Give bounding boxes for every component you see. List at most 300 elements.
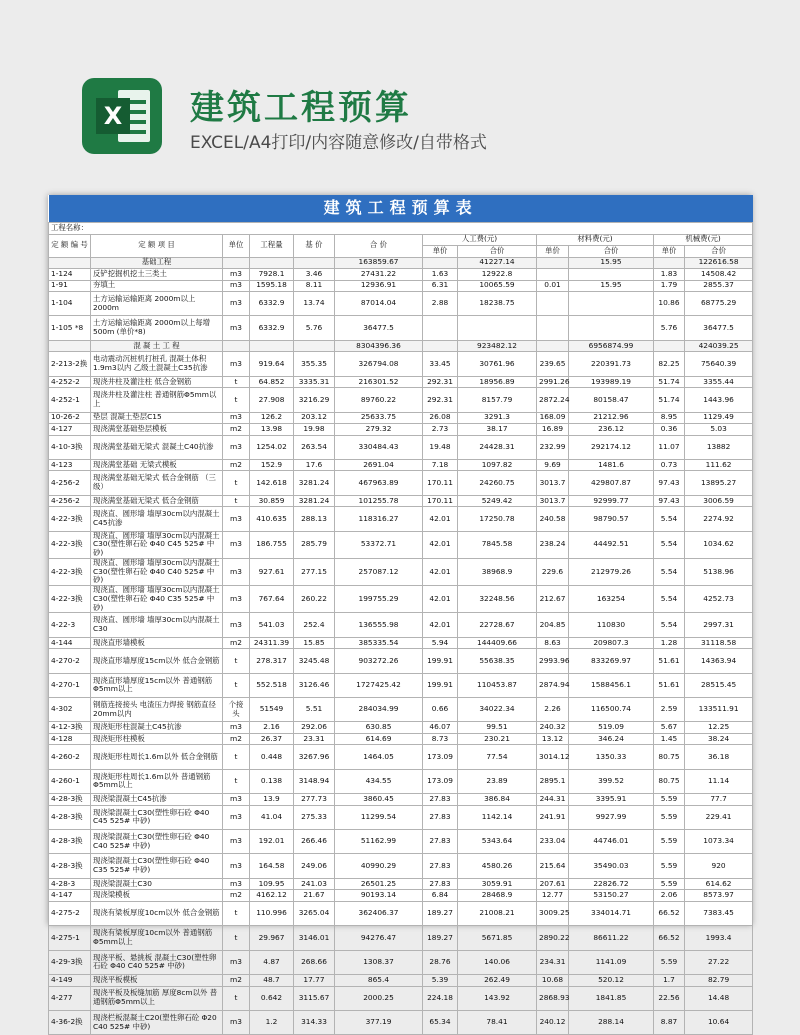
cell-labor-unit: 173.09 — [423, 769, 458, 793]
cell-total: 1308.37 — [335, 950, 423, 974]
cell-machine-unit: 1.7 — [654, 975, 685, 987]
cell-material-sum: 429807.87 — [569, 471, 654, 495]
cell-machine-sum: 1993.4 — [685, 926, 753, 950]
cell-item: 现浇矩形柱模板 — [91, 733, 223, 745]
cell-total: 903272.26 — [335, 649, 423, 673]
col-material-header: 材料费(元) — [537, 234, 654, 246]
section-material-sum: 15.95 — [569, 257, 654, 269]
cell-base-price: 3146.01 — [294, 926, 335, 950]
cell-qty: 26.37 — [250, 733, 294, 745]
cell-item: 现浇直、圆形墙 墙厚30cm以内混凝土C30(塑性卵石砼 Φ40 C40 525# 中砂) — [91, 558, 223, 585]
cell-code: 4-12-3换 — [49, 722, 91, 734]
cell-machine-unit: 51.61 — [654, 649, 685, 673]
table-row — [49, 531, 753, 558]
cell-labor-unit: 5.39 — [423, 975, 458, 987]
cell-material-sum: 44492.51 — [569, 531, 654, 558]
cell-item: 现浇直、圆形墙 墙厚30cm以内混凝土C30(塑性卵石砼 Φ40 C45 525# 中砂) — [91, 531, 223, 558]
cell-labor-sum: 3059.91 — [458, 878, 537, 890]
cell-item: 现浇满堂基础无梁式 低合金钢筋 （三级） — [91, 471, 223, 495]
cell-labor-unit: 2.73 — [423, 424, 458, 436]
cell-unit: m2 — [223, 637, 250, 649]
cell-code: 4-275-1 — [49, 926, 91, 950]
cell-machine-sum: 11.14 — [685, 769, 753, 793]
cell-base-price: 8.11 — [294, 280, 335, 292]
cell-labor-unit: 199.91 — [423, 673, 458, 697]
cell-code: 4-275-2 — [49, 901, 91, 925]
cell-code: 4-270-1 — [49, 673, 91, 697]
cell-labor-unit: 19.48 — [423, 435, 458, 459]
cell-labor-sum: 5249.42 — [458, 495, 537, 507]
cell-item: 反铲挖掘机挖土三类土 — [91, 269, 223, 281]
cell-machine-sum: 1073.34 — [685, 830, 753, 854]
table-row — [49, 388, 753, 412]
cell-machine-sum: 75640.39 — [685, 352, 753, 376]
cell-qty: 4.87 — [250, 950, 294, 974]
cell-total: 101255.78 — [335, 495, 423, 507]
cell-code: 1-91 — [49, 280, 91, 292]
cell-labor-sum: 8157.79 — [458, 388, 537, 412]
cell-labor-unit: 46.07 — [423, 722, 458, 734]
table-row — [49, 745, 753, 769]
cell-labor-unit: 5.94 — [423, 637, 458, 649]
cell-qty: 6332.9 — [250, 316, 294, 340]
cell-qty: 541.03 — [250, 613, 294, 637]
cell-base-price: 314.33 — [294, 1010, 335, 1034]
cell-total: 36477.5 — [335, 316, 423, 340]
cell-item: 电动震动沉桩机打桩孔 混凝土体积1.9m3以内 乙级土混凝土C35抗渗 — [91, 352, 223, 376]
cell-qty: 51549 — [250, 698, 294, 722]
cell-code: 4-252-1 — [49, 388, 91, 412]
cell-unit: m3 — [223, 280, 250, 292]
budget-table — [48, 195, 753, 1035]
cell-base-price: 3126.46 — [294, 673, 335, 697]
cell-unit: t — [223, 388, 250, 412]
cell-item: 现浇梁混凝土C30(塑性卵石砼 Φ40 C45 525# 中砂) — [91, 805, 223, 829]
cell-unit: m3 — [223, 805, 250, 829]
table-row — [49, 794, 753, 806]
cell-material-sum: 833269.97 — [569, 649, 654, 673]
cell-base-price: 3281.24 — [294, 495, 335, 507]
cell-unit: t — [223, 649, 250, 673]
cell-labor-sum: 386.84 — [458, 794, 537, 806]
cell-code: 4-22-3换 — [49, 558, 91, 585]
table-row — [49, 1010, 753, 1034]
cell-total: 90193.14 — [335, 890, 423, 902]
cell-machine-sum: 82.79 — [685, 975, 753, 987]
cell-total: 25633.75 — [335, 412, 423, 424]
cell-labor-unit: 26.08 — [423, 412, 458, 424]
cell-material-sum: 3395.91 — [569, 794, 654, 806]
cell-material-sum: 44746.01 — [569, 830, 654, 854]
cell-labor-unit: 27.83 — [423, 830, 458, 854]
table-row — [49, 316, 753, 340]
cell-material-unit: 2890.22 — [537, 926, 569, 950]
cell-total: 136555.98 — [335, 613, 423, 637]
cell-labor-unit: 292.31 — [423, 376, 458, 388]
cell-qty: 13.98 — [250, 424, 294, 436]
cell-code: 1-105 *8 — [49, 316, 91, 340]
cell-qty: 109.95 — [250, 878, 294, 890]
cell-material-sum: 86611.22 — [569, 926, 654, 950]
cell-material-sum: 1141.09 — [569, 950, 654, 974]
cell-total: 216301.52 — [335, 376, 423, 388]
cell-item: 现浇梁混凝土C45抗渗 — [91, 794, 223, 806]
cell-labor-unit: 170.11 — [423, 495, 458, 507]
cell-labor-sum: 21008.21 — [458, 901, 537, 925]
cell-labor-sum: 262.49 — [458, 975, 537, 987]
cell-unit: t — [223, 745, 250, 769]
cell-labor-sum: 5671.85 — [458, 926, 537, 950]
cell-material-unit — [537, 292, 569, 316]
col-base-header: 基 价 — [294, 234, 335, 257]
cell-machine-unit: 22.56 — [654, 986, 685, 1010]
cell-machine-unit: 80.75 — [654, 745, 685, 769]
cell-total: 865.4 — [335, 975, 423, 987]
cell-base-price: 292.06 — [294, 722, 335, 734]
cell-qty: 1254.02 — [250, 435, 294, 459]
cell-total: 2000.25 — [335, 986, 423, 1010]
cell-item: 现浇有梁板厚度10cm以外 普通钢筋Φ5mm以上 — [91, 926, 223, 950]
cell-labor-unit: 27.83 — [423, 805, 458, 829]
cell-total: 118316.27 — [335, 507, 423, 531]
cell-material-unit: 244.31 — [537, 794, 569, 806]
cell-total: 385335.54 — [335, 637, 423, 649]
cell-machine-unit: 2.59 — [654, 698, 685, 722]
cell-machine-unit: 5.59 — [654, 950, 685, 974]
cell-machine-unit: 97.43 — [654, 495, 685, 507]
cell-labor-sum: 18956.89 — [458, 376, 537, 388]
col-item-header: 定 额 项 目 — [91, 234, 223, 257]
cell-labor-unit: 189.27 — [423, 926, 458, 950]
cell-total: 279.32 — [335, 424, 423, 436]
cell-code: 4-10-3换 — [49, 435, 91, 459]
cell-machine-unit: 66.52 — [654, 901, 685, 925]
cell-code: 4-260-1 — [49, 769, 91, 793]
cell-qty: 126.2 — [250, 412, 294, 424]
table-row — [49, 673, 753, 697]
page-title: 建筑工程预算 — [190, 88, 412, 128]
cell-unit: t — [223, 769, 250, 793]
cell-unit: 个接头 — [223, 698, 250, 722]
cell-item: 现浇直、圆形墙 墙厚30cm以内混凝土C45抗渗 — [91, 507, 223, 531]
cell-unit: m3 — [223, 794, 250, 806]
cell-labor-sum: 1097.82 — [458, 459, 537, 471]
cell-empty — [423, 257, 458, 269]
table-row — [49, 986, 753, 1010]
cell-machine-unit: 5.54 — [654, 531, 685, 558]
cell-unit: t — [223, 376, 250, 388]
cell-material-sum: 116500.74 — [569, 698, 654, 722]
cell-machine-sum: 2855.37 — [685, 280, 753, 292]
cell-labor-unit: 65.34 — [423, 1010, 458, 1034]
cell-labor-sum: 144409.66 — [458, 637, 537, 649]
section-row — [49, 257, 753, 269]
cell-labor-unit: 8.73 — [423, 733, 458, 745]
cell-empty — [223, 257, 250, 269]
table-row — [49, 280, 753, 292]
cell-item: 现浇栏板混凝土C20(塑性卵石砼 Φ20 C40 525# 中砂) — [91, 1010, 223, 1034]
cell-material-sum: 519.09 — [569, 722, 654, 734]
cell-machine-unit: 1.45 — [654, 733, 685, 745]
cell-total: 11299.54 — [335, 805, 423, 829]
cell-machine-unit: 66.52 — [654, 926, 685, 950]
cell-labor-unit: 170.11 — [423, 471, 458, 495]
cell-labor-sum: 4580.26 — [458, 854, 537, 878]
cell-base-price: 277.73 — [294, 794, 335, 806]
cell-code: 4-28-3 — [49, 878, 91, 890]
cell-total: 1727425.42 — [335, 673, 423, 697]
cell-unit: m3 — [223, 412, 250, 424]
cell-machine-sum: 10.64 — [685, 1010, 753, 1034]
cell-material-sum: 334014.71 — [569, 901, 654, 925]
cell-labor-sum: 38968.9 — [458, 558, 537, 585]
cell-qty: 2.16 — [250, 722, 294, 734]
cell-unit: m3 — [223, 558, 250, 585]
cell-code: 4-256-2 — [49, 471, 91, 495]
table-row — [49, 890, 753, 902]
cell-material-sum: 9927.99 — [569, 805, 654, 829]
cell-unit: m3 — [223, 586, 250, 613]
cell-machine-sum: 4252.73 — [685, 586, 753, 613]
cell-item: 现浇满堂基础无梁式 低合金钢筋 — [91, 495, 223, 507]
cell-machine-sum: 2997.31 — [685, 613, 753, 637]
cell-code: 4-149 — [49, 975, 91, 987]
table-row — [49, 698, 753, 722]
table-row — [49, 558, 753, 585]
cell-qty: 410.635 — [250, 507, 294, 531]
cell-labor-unit: 42.01 — [423, 531, 458, 558]
cell-total: 12936.91 — [335, 280, 423, 292]
cell-base-price: 3335.31 — [294, 376, 335, 388]
table-banner: 建筑工程预算表 — [49, 195, 753, 223]
cell-labor-unit: 0.66 — [423, 698, 458, 722]
cell-machine-sum: 27.22 — [685, 950, 753, 974]
cell-machine-unit: 5.76 — [654, 316, 685, 340]
cell-labor-sum: 34022.34 — [458, 698, 537, 722]
cell-qty: 4162.12 — [250, 890, 294, 902]
cell-material-sum — [569, 316, 654, 340]
table-row — [49, 805, 753, 829]
cell-unit: m2 — [223, 733, 250, 745]
cell-labor-sum: 28468.9 — [458, 890, 537, 902]
cell-labor-unit: 33.45 — [423, 352, 458, 376]
cell-base-price: 266.46 — [294, 830, 335, 854]
cell-labor-sum: 38.17 — [458, 424, 537, 436]
cell-material-unit: 2993.96 — [537, 649, 569, 673]
cell-base-price: 15.85 — [294, 637, 335, 649]
table-row — [49, 292, 753, 316]
cell-item: 现浇平板模板 — [91, 975, 223, 987]
cell-material-unit: 204.85 — [537, 613, 569, 637]
cell-base-price: 5.76 — [294, 316, 335, 340]
cell-qty: 767.64 — [250, 586, 294, 613]
cell-qty: 278.317 — [250, 649, 294, 673]
cell-machine-unit: 2.06 — [654, 890, 685, 902]
cell-machine-sum: 36477.5 — [685, 316, 753, 340]
cell-machine-unit: 8.87 — [654, 1010, 685, 1034]
table-row — [49, 830, 753, 854]
cell-empty — [537, 340, 569, 352]
cell-base-price: 3115.67 — [294, 986, 335, 1010]
cell-material-sum: 1588456.1 — [569, 673, 654, 697]
cell-base-price: 203.12 — [294, 412, 335, 424]
cell-material-sum: 212979.26 — [569, 558, 654, 585]
cell-material-unit: 168.09 — [537, 412, 569, 424]
cell-labor-unit: 173.09 — [423, 745, 458, 769]
cell-total: 26501.25 — [335, 878, 423, 890]
cell-qty: 110.996 — [250, 901, 294, 925]
cell-code: 4-127 — [49, 424, 91, 436]
cell-material-sum: 292174.12 — [569, 435, 654, 459]
cell-material-sum: 209807.3 — [569, 637, 654, 649]
cell-labor-unit: 27.83 — [423, 878, 458, 890]
cell-labor-sum: 77.54 — [458, 745, 537, 769]
cell-qty: 0.138 — [250, 769, 294, 793]
col-code-header: 定 额 编 号 — [49, 234, 91, 257]
cell-empty — [423, 340, 458, 352]
labor-unit-price-header: 单价 — [423, 246, 458, 258]
cell-material-sum: 1350.33 — [569, 745, 654, 769]
cell-machine-unit: 10.86 — [654, 292, 685, 316]
cell-empty — [49, 340, 91, 352]
cell-unit: m3 — [223, 352, 250, 376]
cell-total: 434.55 — [335, 769, 423, 793]
table-row — [49, 854, 753, 878]
cell-code: 4-28-3换 — [49, 794, 91, 806]
cell-base-price: 23.31 — [294, 733, 335, 745]
cell-item: 现浇矩形柱周长1.6m以外 普通钢筋Φ5mm以上 — [91, 769, 223, 793]
col-total-header: 合 价 — [335, 234, 423, 257]
cell-material-unit: 212.67 — [537, 586, 569, 613]
cell-material-unit: 238.24 — [537, 531, 569, 558]
cell-machine-unit: 5.54 — [654, 507, 685, 531]
table-row — [49, 376, 753, 388]
cell-total: 614.69 — [335, 733, 423, 745]
col-labor-header: 人工费(元) — [423, 234, 537, 246]
col-qty-header: 工程量 — [250, 234, 294, 257]
cell-labor-unit: 6.31 — [423, 280, 458, 292]
table-row — [49, 424, 753, 436]
cell-qty: 7928.1 — [250, 269, 294, 281]
cell-material-sum: 236.12 — [569, 424, 654, 436]
cell-material-sum: 346.24 — [569, 733, 654, 745]
cell-machine-unit: 0.73 — [654, 459, 685, 471]
cell-machine-unit: 51.74 — [654, 376, 685, 388]
cell-machine-unit: 5.54 — [654, 558, 685, 585]
cell-machine-sum: 13895.27 — [685, 471, 753, 495]
cell-code: 1-104 — [49, 292, 91, 316]
cell-unit: m2 — [223, 975, 250, 987]
cell-material-sum — [569, 292, 654, 316]
cell-unit: t — [223, 986, 250, 1010]
cell-code: 4-36-2换 — [49, 1010, 91, 1034]
cell-base-price: 355.35 — [294, 352, 335, 376]
cell-unit: m3 — [223, 830, 250, 854]
machine-unit-price-header: 单价 — [654, 246, 685, 258]
cell-base-price: 241.03 — [294, 878, 335, 890]
cell-material-unit: 207.61 — [537, 878, 569, 890]
cell-material-sum: 15.95 — [569, 280, 654, 292]
cell-base-price: 21.67 — [294, 890, 335, 902]
cell-machine-unit: 80.75 — [654, 769, 685, 793]
cell-base-price: 3.46 — [294, 269, 335, 281]
cell-material-sum: 220391.73 — [569, 352, 654, 376]
cell-material-sum: 288.14 — [569, 1010, 654, 1034]
cell-qty: 164.58 — [250, 854, 294, 878]
cell-total: 40990.29 — [335, 854, 423, 878]
cell-material-unit: 2895.1 — [537, 769, 569, 793]
cell-material-sum: 163254 — [569, 586, 654, 613]
cell-unit: t — [223, 471, 250, 495]
cell-total: 330484.43 — [335, 435, 423, 459]
cell-machine-sum: 8573.97 — [685, 890, 753, 902]
cell-qty: 142.618 — [250, 471, 294, 495]
cell-item: 现浇直形墙厚度15cm以外 普通钢筋Φ5mm以上 — [91, 673, 223, 697]
cell-material-sum: 21212.96 — [569, 412, 654, 424]
machine-sum-header: 合价 — [685, 246, 753, 258]
cell-empty — [537, 257, 569, 269]
cell-labor-sum: 24428.31 — [458, 435, 537, 459]
col-unit-header: 单位 — [223, 234, 250, 257]
cell-item: 钢筋连接接头 电渣压力焊接 钢筋直径20mm以内 — [91, 698, 223, 722]
cell-material-unit: 3009.25 — [537, 901, 569, 925]
cell-base-price: 268.66 — [294, 950, 335, 974]
cell-material-unit: 215.64 — [537, 854, 569, 878]
cell-qty: 29.967 — [250, 926, 294, 950]
cell-material-sum: 520.12 — [569, 975, 654, 987]
table-row — [49, 649, 753, 673]
cell-labor-sum — [458, 316, 537, 340]
excel-logo-icon — [82, 78, 162, 154]
cell-total: 89760.22 — [335, 388, 423, 412]
cell-item: 土方运输运输距离 2000m以上2000m — [91, 292, 223, 316]
cell-material-unit: 9.69 — [537, 459, 569, 471]
cell-labor-sum: 32248.56 — [458, 586, 537, 613]
cell-labor-unit: 42.01 — [423, 586, 458, 613]
cell-material-sum: 98790.57 — [569, 507, 654, 531]
cell-item: 现浇井柱及灌注柱 低合金钢筋 — [91, 376, 223, 388]
cell-code: 4-22-3 — [49, 613, 91, 637]
cell-unit: m3 — [223, 1010, 250, 1034]
cell-labor-sum: 55638.35 — [458, 649, 537, 673]
cell-qty: 6332.9 — [250, 292, 294, 316]
cell-unit: m3 — [223, 507, 250, 531]
cell-material-unit: 2.26 — [537, 698, 569, 722]
cell-qty: 64.852 — [250, 376, 294, 388]
section-row — [49, 340, 753, 352]
cell-material-unit: 241.91 — [537, 805, 569, 829]
cell-machine-unit: 97.43 — [654, 471, 685, 495]
cell-item: 现浇直形墙模板 — [91, 637, 223, 649]
page-subtitle: EXCEL/A4打印/内容随意修改/自带格式 — [190, 133, 487, 153]
cell-code: 4-256-2 — [49, 495, 91, 507]
cell-base-price: 3216.29 — [294, 388, 335, 412]
cell-material-unit — [537, 269, 569, 281]
table-row — [49, 769, 753, 793]
cell-material-unit: 3013.7 — [537, 471, 569, 495]
cell-unit: m3 — [223, 292, 250, 316]
cell-base-price: 249.06 — [294, 854, 335, 878]
table-row — [49, 586, 753, 613]
material-sum-header: 合价 — [569, 246, 654, 258]
cell-item: 现浇井柱及灌注柱 普通钢筋Φ5mm以上 — [91, 388, 223, 412]
cell-item: 现浇平板及板缝加筋 厚度8cm以外 普通钢筋Φ5mm以上 — [91, 986, 223, 1010]
table-row — [49, 495, 753, 507]
section-total: 163859.67 — [335, 257, 423, 269]
cell-material-sum: 22826.72 — [569, 878, 654, 890]
cell-base-price: 19.98 — [294, 424, 335, 436]
cell-machine-sum: 133511.91 — [685, 698, 753, 722]
